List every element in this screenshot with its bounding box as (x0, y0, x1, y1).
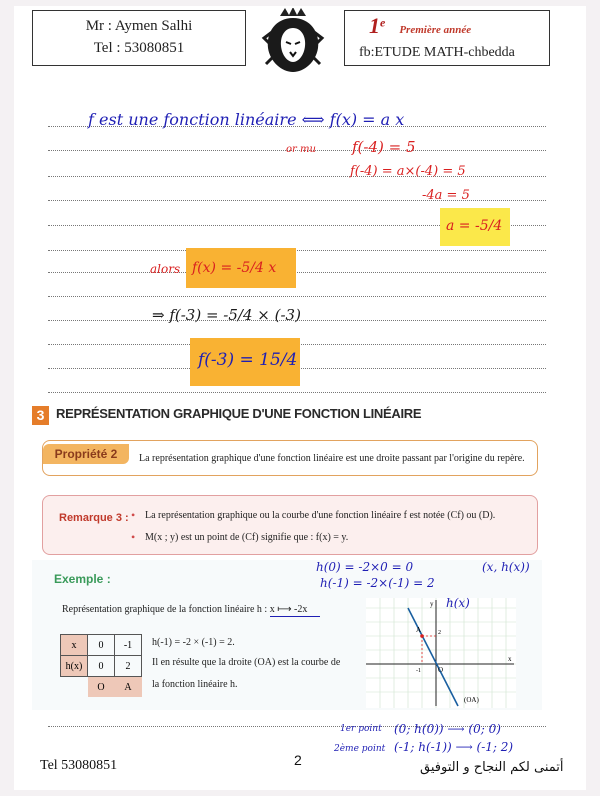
table-row (61, 677, 142, 698)
point-a (420, 634, 424, 638)
label-two: 2 (438, 630, 441, 636)
facebook-page: fb:ETUDE MATH-chbedda (359, 45, 515, 60)
graph-background (366, 598, 516, 708)
handwritten-point1-label: 1er point (340, 724, 382, 734)
remark-box (42, 495, 538, 555)
remark-tag: Remarque 3 : (59, 512, 129, 524)
lion-logo (258, 8, 328, 74)
class-info-box (344, 10, 550, 66)
hand-underline (270, 616, 320, 617)
table-cell: h(x) (61, 656, 88, 677)
function-graph (366, 598, 516, 708)
handwritten-point1: (0; h(0)) ⟶ (0; 0) (394, 722, 501, 736)
example-intro: Représentation graphique de la fonction linéaire h : x ⟼ -2x (62, 604, 308, 615)
label-origin: O (438, 666, 444, 674)
label-minus1: -1 (416, 668, 421, 674)
table-cell: 0 (88, 656, 115, 677)
example-tag: Exemple : (54, 572, 111, 586)
section-heading (32, 402, 562, 430)
ruled-line (48, 250, 546, 251)
table-cell: 2 (115, 656, 142, 677)
example-result-1: Il en résulte que la droite (OA) est la courbe de (152, 657, 341, 668)
handwritten-substitute: f(-4) = a×(-4) = 5 (350, 164, 466, 179)
section-title: REPRÉSENTATION GRAPHIQUE D'UNE FONCTION LINÉAIRE (56, 406, 422, 421)
label-a: A (416, 626, 422, 634)
table-row (61, 656, 142, 677)
ruled-line (48, 392, 546, 393)
handwritten-h0: h(0) = -2×0 = 0 (316, 560, 414, 574)
page-number: 2 (294, 752, 302, 768)
remark-item-2: • M(x ; y) est un point de (Cf) signifie que : f(x) = y. (145, 532, 348, 543)
handwritten-equation: -4a = 5 (422, 188, 470, 203)
footer-arabic-wish: أتمنى لكم النجاح و التوفيق (420, 760, 564, 775)
example-result-2: la fonction linéaire h. (152, 679, 238, 690)
property-tag: Propriété 2 (43, 444, 129, 464)
handwritten-point2-label: 2ème point (334, 744, 386, 754)
ruled-line (48, 176, 546, 177)
property-box (42, 440, 538, 476)
label-x: x (508, 655, 512, 663)
teacher-info-box (32, 10, 246, 66)
level-sup: e (380, 15, 386, 30)
value-table (60, 634, 142, 697)
handwritten-h-minus1: h(-1) = -2×(-1) = 2 (320, 576, 435, 590)
handwritten-a-value: a = -5/4 (446, 218, 503, 234)
remark-item-1: • La représentation graphique ou la courbe d'une fonction linéaire f est notée (Cf) ou (D). (145, 510, 495, 521)
handwritten-compute: ⇒ f(-3) = -5/4 × (-3) (152, 306, 301, 324)
handwritten-result: f(-3) = 15/4 (198, 350, 298, 370)
handwritten-alors: alors (150, 262, 181, 276)
ruled-line (48, 200, 546, 201)
table-cell: 0 (88, 635, 115, 656)
section-number: 3 (32, 406, 49, 425)
table-row (61, 635, 142, 656)
table-cell: x (61, 635, 88, 656)
teacher-name: Mr : Aymen Salhi (85, 18, 193, 34)
level-number: 1 (369, 13, 380, 38)
handwritten-pair: (x, h(x)) (482, 560, 530, 574)
handwritten-definition: f est une fonction linéaire ⟺ f(x) = a x (88, 110, 405, 129)
label-y: y (430, 600, 434, 608)
handwritten-hx: h(x) (446, 596, 470, 610)
level-label: Première année (399, 24, 472, 36)
property-text: La représentation graphique d'une fonction linéaire est une droite passant par l'origine du repère. (139, 453, 525, 464)
handwritten-function: f(x) = -5/4 x (192, 260, 277, 276)
handwritten-given: f(-4) = 5 (352, 138, 416, 156)
table-cell: -1 (115, 635, 142, 656)
table-cell: O (88, 677, 115, 698)
example-calc: h(-1) = -2 × (-1) = 2. (152, 637, 235, 648)
footer-tel: Tel 53080851 (40, 758, 118, 773)
label-oa: (OA) (464, 696, 479, 704)
ruled-line (48, 272, 546, 273)
table-cell: A (115, 677, 142, 698)
handwritten-point2: (-1; h(-1)) ⟶ (-1; 2) (394, 740, 514, 754)
teacher-tel: Tel : 53080851 (93, 40, 185, 56)
handwritten-or-mu: or mu (286, 144, 316, 155)
ruled-line (48, 296, 546, 297)
